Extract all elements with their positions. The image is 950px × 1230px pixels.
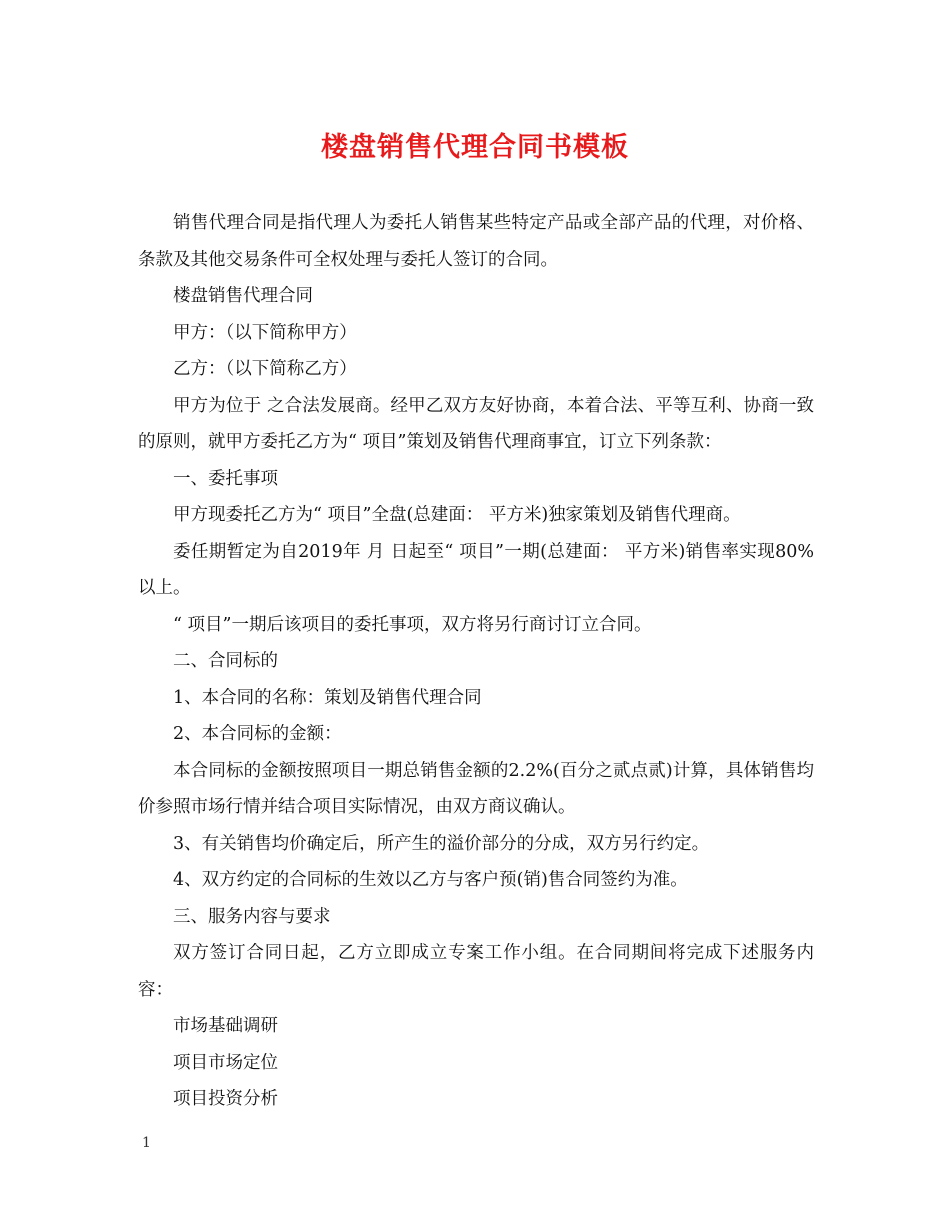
paragraph-term: 委任期暂定为自2019年 月 日起至“ 项目”一期(总建面： 平方米)销售率实现80%以上。 bbox=[138, 541, 814, 598]
paragraph-party-b: 乙方：（以下简称乙方） bbox=[173, 359, 357, 379]
paragraph-entrust: 甲方现委托乙方为“ 项目”全盘(总建面： 平方米)独家策划及销售代理商。 bbox=[173, 505, 741, 525]
paragraph-amount: 本合同标的金额按照项目一期总销售金额的2.2%(百分之贰点贰)计算，具体销售均价参照市场行情并结合项目实际情况，由双方商议确认。 bbox=[138, 760, 814, 817]
paragraph-item-1: 1、本合同的名称：策划及销售代理合同 bbox=[173, 687, 482, 708]
paragraph-after-phase: “ 项目”一期后该项目的委托事项，双方将另行商讨订立合同。 bbox=[173, 614, 652, 635]
section-heading-2: 二、合同标的 bbox=[173, 651, 278, 671]
list-item-research: 市场基础调研 bbox=[173, 1016, 278, 1036]
paragraph-service: 双方签订合同日起，乙方立即成立专案工作小组。在合同期间将完成下述服务内容： bbox=[138, 943, 814, 1000]
list-item-positioning: 项目市场定位 bbox=[173, 1052, 278, 1073]
paragraph-party-a: 甲方：（以下简称甲方） bbox=[173, 322, 357, 343]
document-body bbox=[138, 205, 814, 1118]
paragraph-intro: 销售代理合同是指代理人为委托人销售某些特定产品或全部产品的代理，对价格、条款及其他交易条件可全权处理与委托人签订的合同。 bbox=[138, 213, 814, 270]
section-heading-1: 一、委托事项 bbox=[173, 468, 278, 489]
paragraph-contract-name: 楼盘销售代理合同 bbox=[173, 286, 313, 306]
list-item-investment: 项目投资分析 bbox=[173, 1089, 278, 1109]
section-heading-3: 三、服务内容与要求 bbox=[173, 906, 331, 927]
page-number: 1 bbox=[142, 1135, 151, 1151]
document-title: 楼盘销售代理合同书模板 bbox=[321, 132, 629, 163]
paragraph-preamble: 甲方为位于 之合法发展商。经甲乙双方友好协商，本着合法、平等互利、协商一致的原则，就甲方委托乙方为“ 项目”策划及销售代理商事宜，订立下列条款： bbox=[138, 395, 814, 452]
paragraph-item-4: 4、双方约定的合同标的生效以乙方与客户预(销)售合同签约为准。 bbox=[173, 870, 688, 890]
paragraph-item-2: 2、本合同标的金额： bbox=[173, 724, 342, 744]
paragraph-item-3: 3、有关销售均价确定后，所产生的溢价部分的分成，双方另行约定。 bbox=[173, 833, 710, 854]
